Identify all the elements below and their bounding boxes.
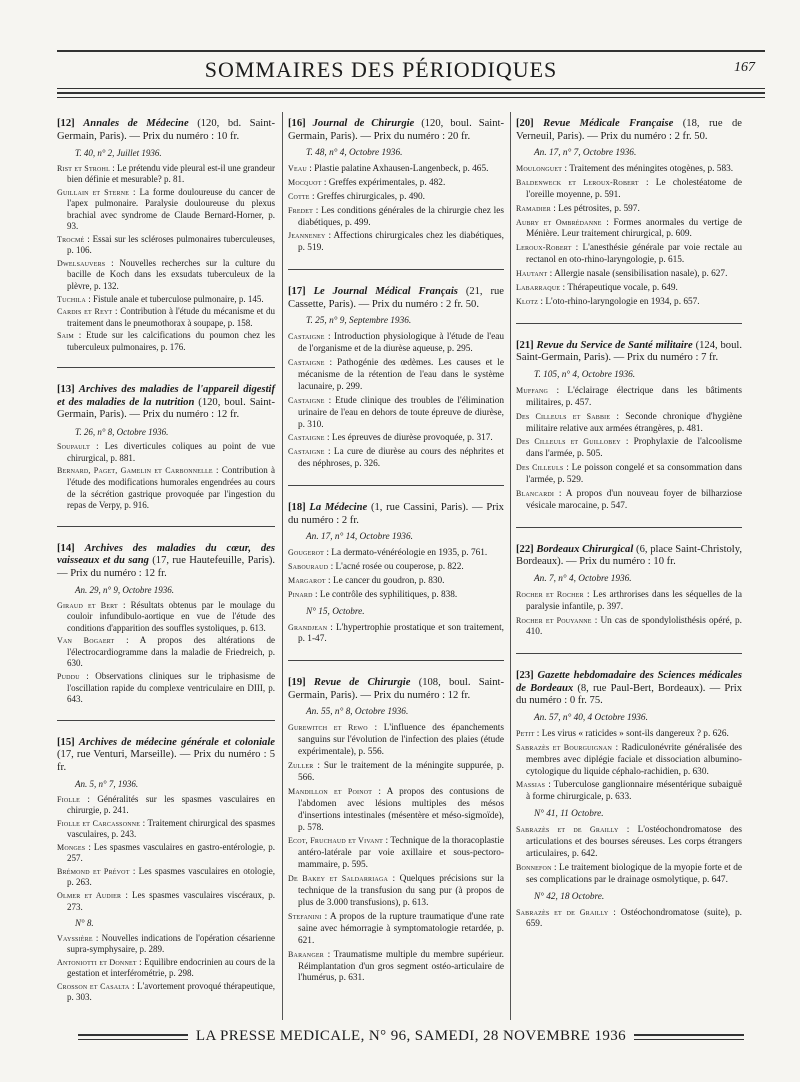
column-separator-2 — [510, 112, 511, 1020]
article-entry: Sabrazès et de Grailly : L'ostéochondromatose des articulations et des bourses séreuses. Les corps étrangers articulaires, p. 642. — [516, 825, 743, 859]
article-title: A propos des contusions de l'abdomen avec lésions multiples des mésos d'insertions intestinales (mésentère et méso-sigmoïde), p. 578. — [298, 786, 505, 833]
journal-title: Revue du Service de Santé militaire — [536, 339, 693, 351]
article-authors: Fiolle — [57, 794, 80, 804]
journal-details: (18, rue de Verneuil, Paris). — Prix du numéro : 2 fr. 50. — [516, 118, 742, 142]
article-entry: Margarot : Le cancer du goudron, p. 830. — [288, 575, 445, 586]
title-rule-1 — [57, 88, 765, 89]
article-authors: Ecot, Fruchaud et Vivant — [288, 836, 384, 846]
article-authors: Sabrazès et de Grailly — [516, 825, 619, 835]
article-title: Allergie nasale (sensibilisation nasale), p. 627. — [554, 269, 728, 280]
journal-title: Revue de Chirurgie — [313, 677, 411, 689]
issue-label: An. 55, n° 8, Octobre 1936. — [306, 707, 409, 718]
article-title: Plastie palatine Axhausen-Langenbeck, p. 465. — [314, 163, 489, 174]
journal-heading — [288, 118, 504, 143]
article-authors: Blancardi — [516, 489, 555, 499]
journal-heading — [516, 670, 742, 708]
journal-heading — [57, 543, 275, 581]
journal-section — [516, 653, 742, 931]
article-authors: Des Cilleuls et Guillobey — [516, 437, 621, 447]
article-entry: Grandjean : L'hypertrophie prostatique et son traitement, p. 1-47. — [288, 622, 504, 645]
journal-heading — [57, 118, 275, 143]
article-authors: Ramadier — [516, 203, 551, 213]
article-authors: Moulonguet — [516, 163, 563, 173]
article-authors: Giraud et Bert — [57, 600, 118, 610]
journal-heading — [57, 384, 275, 422]
article-entry: Crosson et Casalta : L'avortement provoqué thérapeutique, p. 303. — [57, 980, 275, 1003]
article-title: Sur le traitement de la méningite suppurée, p. 566. — [298, 761, 505, 783]
article-title: Essai sur les scléroses pulmonaires tuberculeuses, p. 106. — [67, 233, 275, 256]
article-entry: Vayssière : Nouvelles indications de l'opération césarienne supra-symphysaire, p. 289. — [57, 932, 275, 955]
article-entry: Fiolle et Carcassonne : Traitement chirurgical des spasmes vasculaires, p. 243. — [57, 817, 275, 840]
journal-details: (8, rue Paul-Bert, Bordeaux). — Prix du numéro : 0 fr. 75. — [516, 682, 742, 707]
article-authors: Dwelsauvers — [57, 258, 106, 268]
article-authors: Veau — [288, 163, 307, 173]
journal-number: [16] — [288, 118, 306, 129]
article-title: L'avortement provoqué thérapeutique, p. 303. — [67, 980, 275, 1003]
article-entry: Antoniotti et Donnet : Equilibre endocrinien au cours de la gestation et interférométrie, p. 298. — [57, 956, 275, 979]
article-authors: Vayssière — [57, 933, 93, 943]
article-title: Formes anormales du vertige de Ménière. Leur traitement chirurgical, p. 609. — [526, 217, 743, 240]
article-title: A propos des altérations de l'électrocardiogramme dans la maladie de Friedreich, p. 630. — [67, 635, 275, 669]
article-title: Nouvelles recherches sur la culture du bacille de Koch dans les exsudats tuberculeux de la plèvre, p. 132. — [67, 257, 275, 292]
article-title: L'acné rosée ou couperose, p. 822. — [335, 561, 464, 572]
title-rule-3 — [57, 97, 765, 98]
article-authors: Des Cilleuls — [516, 463, 564, 473]
article-entry: Castaigne : Les épreuves de diurèse provoquée, p. 317. — [288, 433, 493, 444]
article-title: Thérapeutique vocale, p. 649. — [567, 283, 678, 294]
article-authors: Puddu — [57, 671, 80, 681]
article-title: Introduction physiologique à l'étude de l'eau de l'organisme et de la diurèse aqueuse, p. 295. — [298, 332, 504, 355]
article-title: Seconde chronique d'hygiène militaire relative aux armées étrangères, p. 481. — [526, 411, 743, 434]
article-title: L'oto-rhino-laryngologie en 1934, p. 657. — [545, 296, 700, 307]
article-entry: Mocquot : Greffes expérimentales, p. 482. — [288, 177, 446, 188]
issue-label: An. 5, n° 7, 1936. — [75, 779, 139, 790]
article-title: L'éclairage électrique dans les bâtiments militaires, p. 457. — [526, 385, 742, 408]
journal-heading — [288, 677, 504, 702]
article-authors: Leroux-Robert — [516, 243, 572, 253]
article-entry: Fredet : Les conditions générales de la chirurgie chez les diabétiques, p. 499. — [288, 205, 504, 228]
article-authors: Cotte — [288, 191, 310, 201]
issue-label: An. 7, n° 4, Octobre 1936. — [534, 573, 632, 584]
journal-title: La Médecine — [309, 502, 368, 514]
journal-heading — [516, 544, 742, 569]
article-authors: Castaigne — [288, 395, 325, 405]
article-title: Les pétrosites, p. 597. — [558, 203, 640, 214]
footer-rule-left — [78, 1034, 188, 1040]
article-title: Contribution à l'étude du mécanisme et du traitement dans le pneumothorax à soupape, p. 158. — [67, 306, 275, 328]
article-title: Affections chirurgicales chez les diabétiques, p. 519. — [298, 231, 504, 254]
journal-details: (17, rue Venturi, Marseille). — Prix du numéro : 5 fr. — [57, 749, 275, 773]
article-title: Le cancer du goudron, p. 830. — [332, 575, 445, 586]
article-title: Ostéochondromatose (suite), p. 659. — [526, 907, 742, 930]
issue-label: T. 26, n° 8, Octobre 1936. — [75, 426, 169, 437]
article-authors: Gougerot — [288, 548, 325, 558]
article-entry: Stefanini : A propos de la rupture traumatique d'une rate saine avec hémorragie à symptomatologie retardée, p. 621. — [288, 911, 504, 946]
article-title: L'anesthésie générale par voie rectale au rectanol en oto-rhino-laryngologie, p. 615. — [526, 243, 742, 266]
article-title: Pathogénie des œdèmes. Les causes et le mécanisme de la rétention de l'eau dans le système lacunaire, p. 299. — [298, 357, 504, 392]
top-rule — [57, 50, 765, 52]
article-entry: Aubry et Ombrédanne : Formes anormales du vertige de Ménière. Leur traitement chirurgical, p. 609. — [516, 217, 743, 240]
journal-section — [57, 367, 275, 511]
issue-label: An. 29, n° 9, Octobre 1936. — [75, 585, 175, 596]
article-authors: Margarot — [288, 575, 326, 585]
article-title: Radiculonévrite généralisée des membres avec diplégie faciale et dissociation albumino-cytologique du liquide céphalo-rachidien, p. 630. — [526, 742, 743, 777]
article-entry: Rocher et Pouyanne : Un cas de spondylolisthésis opéré, p. 410. — [516, 615, 742, 638]
article-authors: Sabouraud — [288, 561, 329, 571]
article-authors: Hautant — [516, 269, 548, 279]
article-authors: Trocmé — [57, 234, 85, 244]
article-title: Les spasmes vasculaires en gastro-entérologie, p. 257. — [67, 841, 275, 864]
article-authors: De Bakey et Saldarriaga — [288, 874, 389, 884]
issue-label: N° 41, 11 Octobre. — [534, 809, 604, 820]
article-entry: Klotz : L'oto-rhino-laryngologie en 1934, p. 657. — [516, 296, 700, 307]
article-entry: Tuchila : Fistule anale et tuberculose pulmonaire, p. 145. — [57, 293, 264, 304]
journal-section — [516, 527, 742, 640]
article-entry: Gurewitch et Rewo : L'influence des épanchements sanguins sur l'évolution de l'infection des plaies (étude expérimentale), p. 556. — [288, 723, 505, 758]
article-entry: Castaigne : Etude clinique des troubles de l'élimination urinaire de l'eau en dehors de toute épreuve de diurèse, p. 310. — [288, 395, 504, 430]
article-entry: Giraud et Bert : Résultats obtenus par le moulage du couloir infundibulo-aortique en vue de l'étude des conditions d'apparition des souffles systoliques, p. 613. — [57, 599, 275, 633]
article-entry: Baranger : Traumatisme multiple du membre supérieur. Réimplantation d'un gros segment ostéo-articulaire de l'humérus, p. 631. — [288, 949, 504, 984]
issue-label: N° 15, Octobre. — [306, 606, 365, 617]
article-authors: Mocquot — [288, 177, 322, 187]
journal-number: [22] — [516, 543, 534, 555]
article-entry: Castaigne : La cure de diurèse au cours des néphrites et des néphroses, p. 326. — [288, 447, 504, 470]
article-authors: Des Cilleuls et Sabbie — [516, 411, 611, 421]
journal-title: Archives de médecine générale et coloniale — [78, 736, 275, 748]
article-entry: Mandillon et Poinot : A propos des contusions de l'abdomen avec lésions multiples des mésos d'insertions intestinales (mésentère et méso-sigmoïde), p. 578. — [288, 786, 505, 833]
issue-label: T. 25, n° 9, Septembre 1936. — [306, 316, 412, 327]
issue-label: An. 17, n° 7, Octobre 1936. — [534, 148, 637, 158]
journal-section — [57, 720, 275, 1004]
article-authors: Rocher et Rocher — [516, 589, 584, 599]
article-entry: Brémond et Prévot : Les spasmes vasculaires en otologie, p. 263. — [57, 865, 275, 888]
article-title: L'ostéochondromatose des articulations et des bourses séreuses. Les corps étrangers articulaires, p. 642. — [526, 825, 743, 859]
journal-title: Bordeaux Chirurgical — [536, 543, 634, 555]
article-authors: Mandillon et Poinot — [288, 786, 373, 796]
article-entry: Castaigne : Introduction physiologique à l'étude de l'eau de l'organisme et de la diurèse aqueuse, p. 295. — [288, 332, 504, 355]
article-authors: Castaigne — [288, 332, 325, 342]
issue-label: N° 42, 18 Octobre. — [534, 891, 605, 902]
article-title: Traitement chirurgical des spasmes vasculaires, p. 243. — [67, 817, 275, 840]
article-authors: Castaigne — [288, 433, 325, 443]
article-authors: Bernard, Paget, Gamelin et Carbonnelle — [57, 466, 213, 476]
article-entry: Massias : Tuberculose ganglionnaire mésentérique subaiguë à forme chirurgicale, p. 633. — [516, 780, 742, 803]
footer — [57, 1028, 765, 1045]
article-entry: Puddu : Observations cliniques sur le triphasisme de l'oscillation rapide du complexe ventriculaire en DIII, p. 643. — [57, 670, 275, 705]
article-title: La cure de diurèse au cours des néphrites et des néphroses, p. 326. — [298, 447, 504, 470]
article-authors: Guillain et Sterne — [57, 187, 130, 197]
article-title: Prophylaxie de l'alcoolisme dans l'armée, p. 505. — [526, 437, 743, 460]
article-authors: Sabrazès et Bourguignan — [516, 742, 612, 752]
article-title: L'hypertrophie prostatique et son traitement, p. 1-47. — [298, 622, 504, 645]
article-entry: Veau : Plastie palatine Axhausen-Langenbeck, p. 465. — [288, 163, 489, 174]
column-separator-1 — [282, 112, 283, 1020]
article-authors: Antoniotti et Donnet — [57, 957, 137, 967]
article-authors: Castaigne — [288, 447, 325, 457]
article-entry: Jeanneney : Affections chirurgicales chez les diabétiques, p. 519. — [288, 231, 504, 254]
journal-heading — [516, 118, 742, 143]
article-authors: Fredet — [288, 205, 313, 215]
article-authors: Fiolle et Carcassonne — [57, 818, 141, 828]
article-title: La dermato-vénéréologie en 1935, p. 761. — [331, 548, 488, 559]
journal-details: (120, boul. Saint-Germain, Paris). — Prix du numéro : 12 fr. — [57, 396, 276, 421]
article-authors: Castaigne — [288, 357, 325, 367]
article-authors: Rist et Strohl — [57, 163, 110, 173]
journal-details: (6, place Saint-Christoly, Bordeaux). — Prix du numéro : 10 fr. — [516, 543, 743, 568]
article-authors: Zuller — [288, 761, 314, 770]
journal-number: [15] — [57, 736, 75, 748]
article-title: Résultats obtenus par le moulage du couloir infundibulo-aortique en vue de l'étude des conditions d'apparition des souffles systoliques, p. 613. — [67, 599, 275, 633]
article-authors: Jeanneney — [288, 231, 326, 241]
article-entry: Labarraque : Thérapeutique vocale, p. 649. — [516, 283, 678, 294]
journal-number: [14] — [57, 542, 75, 554]
page-number: 167 — [734, 60, 755, 75]
issue-label: N° 8. — [75, 918, 94, 929]
article-entry: Blancardi : A propos d'un nouveau foyer de bilharziose vésicale marocaine, p. 547. — [516, 489, 743, 511]
article-title: Les spasmes vasculaires en otologie, p. 263. — [67, 865, 275, 888]
article-entry: Sabrazès et Bourguignan : Radiculonévrite généralisée des membres avec diplégie faciale et dissociation albumino-cytologique du liquide céphalo-rachidien, p. 630. — [516, 742, 743, 777]
journal-section — [57, 526, 275, 706]
article-authors: Soupault — [57, 442, 90, 452]
journal-number: [13] — [57, 384, 75, 396]
article-title: Le prétendu vide pleural est-il une grandeur bien définie et mesurable? p. 81. — [67, 162, 275, 185]
journal-details: (120, bd. Saint-Germain, Paris). — Prix du numéro : 10 fr. — [57, 118, 275, 142]
article-authors: Klotz — [516, 296, 539, 306]
article-title: Tuberculose ganglionnaire mésentérique subaiguë à forme chirurgicale, p. 633. — [526, 780, 742, 803]
article-entry: Sabrazès et de Grailly : Ostéochondromatose (suite), p. 659. — [516, 907, 742, 930]
article-authors: Baldenweck et Leroux-Robert — [516, 177, 639, 187]
article-entry: Cotte : Greffes chirurgicales, p. 490. — [288, 191, 425, 202]
article-authors: Olmer et Audier — [57, 891, 122, 901]
article-title: Le traitement biologique de la myopie forte et de ses complications par le drainage osmolytique, p. 647. — [526, 862, 742, 885]
article-entry: Bernard, Paget, Gamelin et Carbonnelle : Contribution à l'étude des modifications humorales engendrées au cours de la sécrétion gastrique provoquée par l'ingestion du repas de Verpy, p. 916. — [57, 465, 275, 511]
article-authors: Bonnefon — [516, 862, 552, 872]
journal-number: [20] — [516, 118, 534, 129]
journal-number: [12] — [57, 118, 75, 129]
article-entry: Hautant : Allergie nasale (sensibilisation nasale), p. 627. — [516, 269, 728, 280]
article-entry: Cardis et Reyt : Contribution à l'étude du mécanisme et du traitement dans le pneumothorax à soupape, p. 158. — [57, 306, 275, 328]
article-title: A propos d'un nouveau foyer de bilharziose vésicale marocaine, p. 547. — [526, 489, 743, 511]
article-authors: Cardis et Reyt — [57, 307, 113, 317]
footer-rule-right — [634, 1034, 744, 1040]
article-authors: Stefanini — [288, 911, 322, 921]
journal-details: (17, rue Hautefeuille, Paris). — Prix du numéro : 12 fr. — [57, 555, 276, 579]
article-entry: Muffang : L'éclairage électrique dans les bâtiments militaires, p. 457. — [516, 385, 742, 408]
journal-number: [23] — [516, 670, 534, 682]
article-entry: Fiolle : Généralités sur les spasmes vasculaires en chirurgie, p. 241. — [57, 793, 275, 816]
journal-details: (124, boul. Saint-Germain, Paris). — Prix du numéro : 7 fr. — [516, 339, 742, 364]
article-entry: Pinard : Le contrôle des syphilitiques, p. 838. — [288, 589, 458, 600]
article-authors: Gurewitch et Rewo — [288, 723, 368, 733]
article-entry: Gougerot : La dermato-vénéréologie en 1935, p. 761. — [288, 548, 488, 559]
journal-title: Archives des maladies du cœur, des vaisseaux et du sang — [57, 542, 275, 567]
journal-title: Gazette hebdomadaire des Sciences médicales de Bordeaux — [516, 670, 742, 694]
article-title: Les épreuves de diurèse provoquée, p. 317. — [331, 433, 493, 444]
page-title: SOMMAIRES DES PÉRIODIQUES — [204, 57, 558, 82]
article-authors: Grandjean — [288, 622, 328, 632]
article-authors: Massias — [516, 780, 546, 790]
journal-title: Archives des maladies de l'appareil digestif et des maladies de la nutrition — [57, 384, 275, 408]
article-authors: Muffang — [516, 385, 549, 395]
article-entry: Rist et Strohl : Le prétendu vide pleural est-il une grandeur bien définie et mesurable? p. 81. — [57, 162, 275, 185]
journal-details: (120, boul. Saint-Germain, Paris). — Prix du numéro : 20 fr. — [288, 118, 505, 142]
article-title: Un cas de spondylolisthésis opéré, p. 410. — [526, 615, 742, 638]
article-entry: Des Cilleuls et Sabbie : Seconde chronique d'hygiène militaire relative aux armées étrangères, p. 481. — [516, 411, 743, 434]
article-title: Greffes expérimentales, p. 482. — [328, 177, 446, 188]
article-title: L'influence des épanchements sanguins sur l'évolution de l'infection des plaies (étude expérimentale), p. 556. — [298, 723, 505, 758]
journal-number: [18] — [288, 502, 306, 514]
article-title: Traitement des méningites otogènes, p. 583. — [569, 163, 734, 174]
article-title: Quelques précisions sur la technique de la transfusion du sang pur (à propos de plus de 3.000 transfusions), p. 613. — [298, 874, 504, 908]
journal-heading — [288, 502, 504, 527]
article-authors: Baranger — [288, 949, 324, 959]
journal-title: Revue Médicale Française — [543, 118, 674, 129]
article-authors: Monges — [57, 842, 86, 852]
article-authors: Van Bogaert — [57, 636, 115, 646]
journal-section — [288, 660, 504, 985]
article-title: Les diverticules coliques au point de vue chirurgical, p. 881. — [67, 441, 275, 463]
issue-label: An. 17, n° 14, Octobre 1936. — [306, 532, 413, 543]
issue-label: T. 105, n° 4, Octobre 1936. — [534, 369, 636, 380]
footer-text: LA PRESSE MEDICALE, N° 96, SAMEDI, 28 NOVEMBRE 1936 — [195, 1028, 627, 1044]
issue-label: T. 40, n° 2, Juillet 1936. — [75, 148, 162, 158]
article-entry: Ramadier : Les pétrosites, p. 597. — [516, 203, 640, 214]
article-title: Les virus « raticides » sont-ils dangereux ? p. 626. — [541, 728, 729, 739]
column-2 — [288, 118, 504, 999]
article-entry: Trocmé : Essai sur les scléroses pulmonaires tuberculeuses, p. 106. — [57, 233, 275, 256]
article-entry: Guillain et Sterne : La forme douloureuse du cancer de l'apex pulmonaire. Paralysie douloureuse du plexus brachial avec syndrome de Claude Bernard-Horner, p. 93. — [57, 186, 275, 232]
article-entry: Sabouraud : L'acné rosée ou couperose, p. 822. — [288, 561, 464, 572]
issue-label: T. 48, n° 4, Octobre 1936. — [306, 148, 403, 158]
article-entry: Rocher et Rocher : Les arthrorises dans les séquelles de la paralysie infantile, p. 397. — [516, 589, 743, 612]
article-title: Traumatisme multiple du membre supérieur. Réimplantation d'un gros segment ostéo-articulaire de l'humérus, p. 631. — [298, 949, 504, 984]
article-title: Contribution à l'étude des modifications humorales engendrées au cours de la sécrétion gastrique provoquée par l'ingestion du repas de Verpy, p. 916. — [67, 465, 275, 511]
title-rule-2 — [57, 92, 765, 94]
article-authors: Aubry et Ombrédanne — [516, 217, 602, 227]
journal-heading — [288, 286, 504, 311]
journal-section — [57, 118, 275, 353]
article-entry: Saim : Etude sur les calcifications du poumon chez les tuberculeux pulmonaires, p. 176. — [57, 330, 275, 352]
article-authors: Saim — [57, 331, 74, 341]
article-authors: Crosson et Casalta — [57, 981, 130, 991]
article-title: Généralités sur les spasmes vasculaires en chirurgie, p. 241. — [67, 793, 275, 816]
article-entry: Leroux-Robert : L'anesthésie générale par voie rectale au rectanol en oto-rhino-laryngologie, p. 615. — [516, 243, 742, 266]
article-authors: Labarraque — [516, 283, 561, 293]
article-title: Nouvelles indications de l'opération césarienne supra-symphysaire, p. 289. — [67, 932, 275, 955]
article-entry: Des Cilleuls : Le poisson congelé et sa consommation dans l'armée, p. 529. — [516, 463, 743, 486]
article-title: La forme douloureuse du cancer de l'apex pulmonaire. Paralysie douloureuse du plexus brachial avec syndrome de Claude Bernard-Horner, p. 93. — [67, 186, 275, 232]
article-title: Le contrôle des syphilitiques, p. 838. — [319, 589, 458, 600]
article-authors: Sabrazès et de Grailly — [516, 907, 609, 917]
issue-label: An. 57, n° 40, 4 Octobre 1936. — [534, 712, 648, 723]
article-title: Observations cliniques sur le triphasisme de l'oscillation rapide du complexe ventriculaire en DIII, p. 643. — [67, 670, 275, 705]
journal-section — [288, 485, 504, 646]
article-authors: Pinard — [288, 589, 313, 599]
article-entry: Monges : Les spasmes vasculaires en gastro-entérologie, p. 257. — [57, 841, 275, 864]
article-title: Le poisson congelé et sa consommation dans l'armée, p. 529. — [526, 463, 743, 486]
article-authors: Petit — [516, 728, 535, 738]
journal-section — [516, 323, 742, 513]
column-3 — [516, 118, 742, 945]
article-title: A propos de la rupture traumatique d'une rate saine avec hémorragie à symptomatologie retardée, p. 621. — [298, 911, 504, 946]
article-title: Greffes chirurgicales, p. 490. — [316, 191, 425, 202]
article-title: Etude sur les calcifications du poumon chez les tuberculeux pulmonaires, p. 176. — [67, 330, 275, 352]
article-entry: Soupault : Les diverticules coliques au point de vue chirurgical, p. 881. — [57, 441, 275, 463]
journal-section — [288, 118, 504, 255]
article-entry: Baldenweck et Leroux-Robert : Le cholestéatome de l'oreille moyenne, p. 591. — [516, 177, 742, 200]
article-title: Les arthrorises dans les séquelles de la paralysie infantile, p. 397. — [526, 589, 743, 612]
article-title: Fistule anale et tuberculose pulmonaire, p. 145. — [92, 293, 264, 304]
article-title: Equilibre endocrinien au cours de la gestation et interférométrie, p. 298. — [67, 956, 275, 979]
journal-section — [516, 118, 742, 309]
article-authors: Tuchila — [57, 294, 86, 304]
article-entry: Petit : Les virus « raticides » sont-ils dangereux ? p. 626. — [516, 728, 729, 739]
article-title: Les spasmes vasculaires viscéraux, p. 273. — [67, 890, 275, 912]
journal-title: Annales de Médecine — [83, 118, 189, 129]
article-authors: Rocher et Pouyanne — [516, 615, 592, 625]
article-entry: Moulonguet : Traitement des méningites otogènes, p. 583. — [516, 163, 734, 174]
article-entry: Olmer et Audier : Les spasmes vasculaires viscéraux, p. 273. — [57, 890, 275, 912]
journal-number: [21] — [516, 339, 534, 351]
article-title: Les conditions générales de la chirurgie chez les diabétiques, p. 499. — [298, 205, 504, 228]
journal-details: (1, rue Cassini, Paris). — Prix du numéro : 2 fr. — [288, 502, 504, 526]
article-entry: De Bakey et Saldarriaga : Quelques précisions sur la technique de la transfusion du sang pur (à propos de plus de 3.000 transfusions), p. 613. — [288, 874, 504, 908]
column-1 — [57, 118, 275, 1018]
article-title: Le cholestéatome de l'oreille moyenne, p. 591. — [526, 177, 742, 200]
article-entry: Zuller : Sur le traitement de la méningite suppurée, p. 566. — [288, 761, 505, 783]
article-title: Etude clinique des troubles de l'élimination urinaire de l'eau en dehors de toute épreuve de diurèse, p. 310. — [298, 395, 504, 430]
journal-heading — [516, 340, 742, 365]
journal-section — [288, 269, 504, 471]
journal-title: Le Journal Médical Français — [313, 286, 458, 298]
journal-details: (108, boul. Saint-Germain, Paris). — Prix du numéro : 12 fr. — [288, 677, 505, 701]
article-entry: Ecot, Fruchaud et Vivant : Technique de la thoracoplastie antéro-latérale par voie axillaire et sous-pectoro-mammaire, p. 595. — [288, 836, 504, 871]
article-entry: Bonnefon : Le traitement biologique de la myopie forte et de ses complications par le drainage osmolytique, p. 647. — [516, 862, 742, 885]
journal-number: [17] — [288, 286, 306, 298]
article-authors: Brémond et Prévot — [57, 866, 130, 876]
article-entry: Dwelsauvers : Nouvelles recherches sur la culture du bacille de Koch dans les exsudats tuberculeux de la plèvre, p. 132. — [57, 257, 275, 292]
journal-heading — [57, 737, 275, 775]
article-entry: Van Bogaert : A propos des altérations de l'électrocardiogramme dans la maladie de Friedreich, p. 630. — [57, 635, 275, 669]
journal-title: Journal de Chirurgie — [312, 118, 415, 129]
journal-number: [19] — [288, 677, 306, 689]
article-title: Technique de la thoracoplastie antéro-latérale par voie axillaire et sous-pectoro-mammaire, p. 595. — [298, 836, 504, 871]
article-entry: Des Cilleuls et Guillobey : Prophylaxie de l'alcoolisme dans l'armée, p. 505. — [516, 437, 743, 460]
journal-details: (21, rue Cassette, Paris). — Prix du numéro : 2 fr. 50. — [288, 286, 505, 310]
article-entry: Castaigne : Pathogénie des œdèmes. Les causes et le mécanisme de la rétention de l'eau dans le système lacunaire, p. 299. — [288, 357, 504, 392]
